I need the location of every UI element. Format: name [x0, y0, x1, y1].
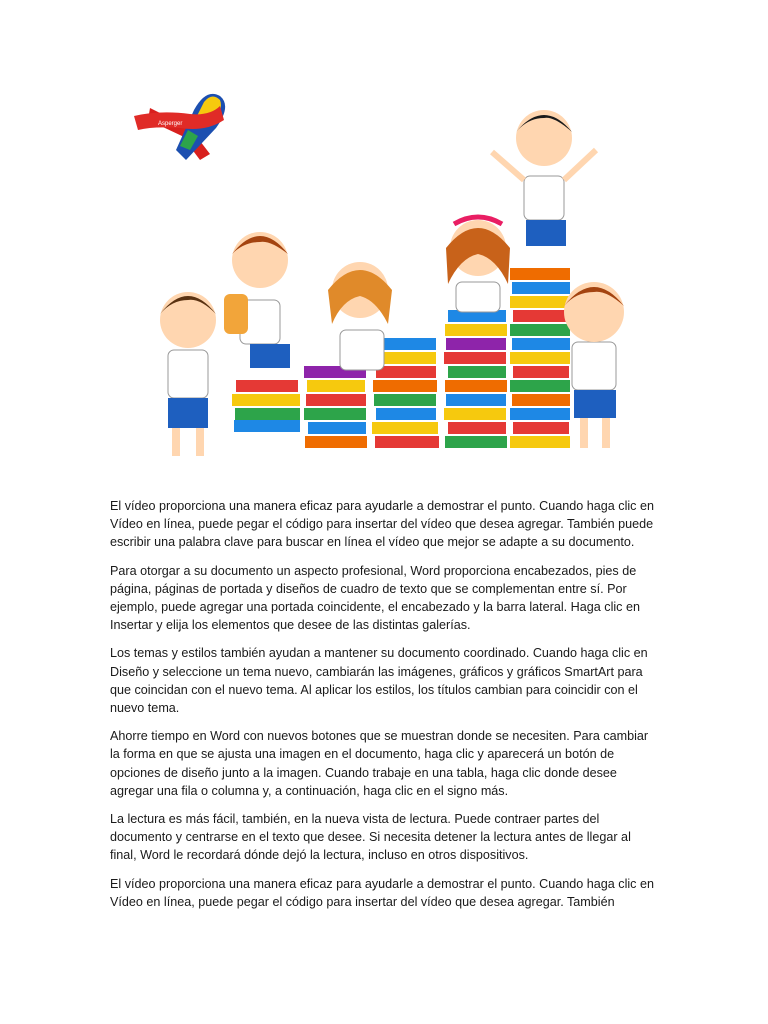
paragraph: El vídeo proporciona una manera eficaz para ayudarle a demostrar el punto. Cuando haga clic en Vídeo en línea, puede pegar el código para insertar del vídeo que desea agregar. También puede escribir una palabra clave para buscar en línea el vídeo que mejor se adapte a su documento.: [110, 499, 654, 550]
child-right: [564, 282, 624, 448]
paragraph: Para otorgar a su documento un aspecto profesional, Word proporciona encabezados, pies de página, páginas de portada y diseños de cuadro de texto que se complementan entre sí. Por ejemplo, puede agregar una portada coincidente, el encabezado y la barra lateral. Haga clic en Insertar y elija los elementos que desee de las distintas galerías.: [110, 563, 640, 633]
ribbon-label: Asperger: [158, 121, 183, 127]
paragraph: Ahorre tiempo en Word con nuevos botones que se muestran donde se necesiten. Para cambiar la forma en que se ajusta una imagen en el documento, haga clic y aparecerá un botón de opciones de diseño junto a la imagen. Cuando trabaje en una tabla, haga clic donde desee agregar una fila o columna y, a continuación, haga clic en el signo más.: [110, 729, 649, 798]
child-top: [492, 110, 596, 246]
paragraph: Los temas y estilos también ayudan a mantener su documento coordinado. Cuando haga clic en Diseño y seleccione un tema nuevo, cambiarán las imágenes, gráficos y gráficos SmartArt para que coincidan con el nuevo tema. Al aplicar los estilos, los títulos cambian para coincidir con el nuevo tema.: [110, 646, 648, 716]
child-girl-right: [446, 217, 510, 312]
child-backpack: [224, 232, 290, 368]
paragraph: La lectura es más fácil, también, en la nueva vista de lectura. Puede contraer partes del documento y centrarse en el texto que desee. Si necesita detener la lectura antes de llegar al final, Word le recordará dónde dejó la lectura, incluso en otros dispositivos.: [110, 812, 631, 863]
child-left: [160, 292, 216, 456]
child-girl-middle: [328, 262, 392, 370]
awareness-ribbon-icon: [134, 94, 225, 160]
children-books-illustration: [120, 80, 640, 480]
document-body: [110, 497, 658, 921]
paragraph: El vídeo proporciona una manera eficaz para ayudarle a demostrar el punto. Cuando haga clic en Vídeo en línea, puede pegar el código para insertar del vídeo que desea agregar. También: [110, 876, 654, 909]
